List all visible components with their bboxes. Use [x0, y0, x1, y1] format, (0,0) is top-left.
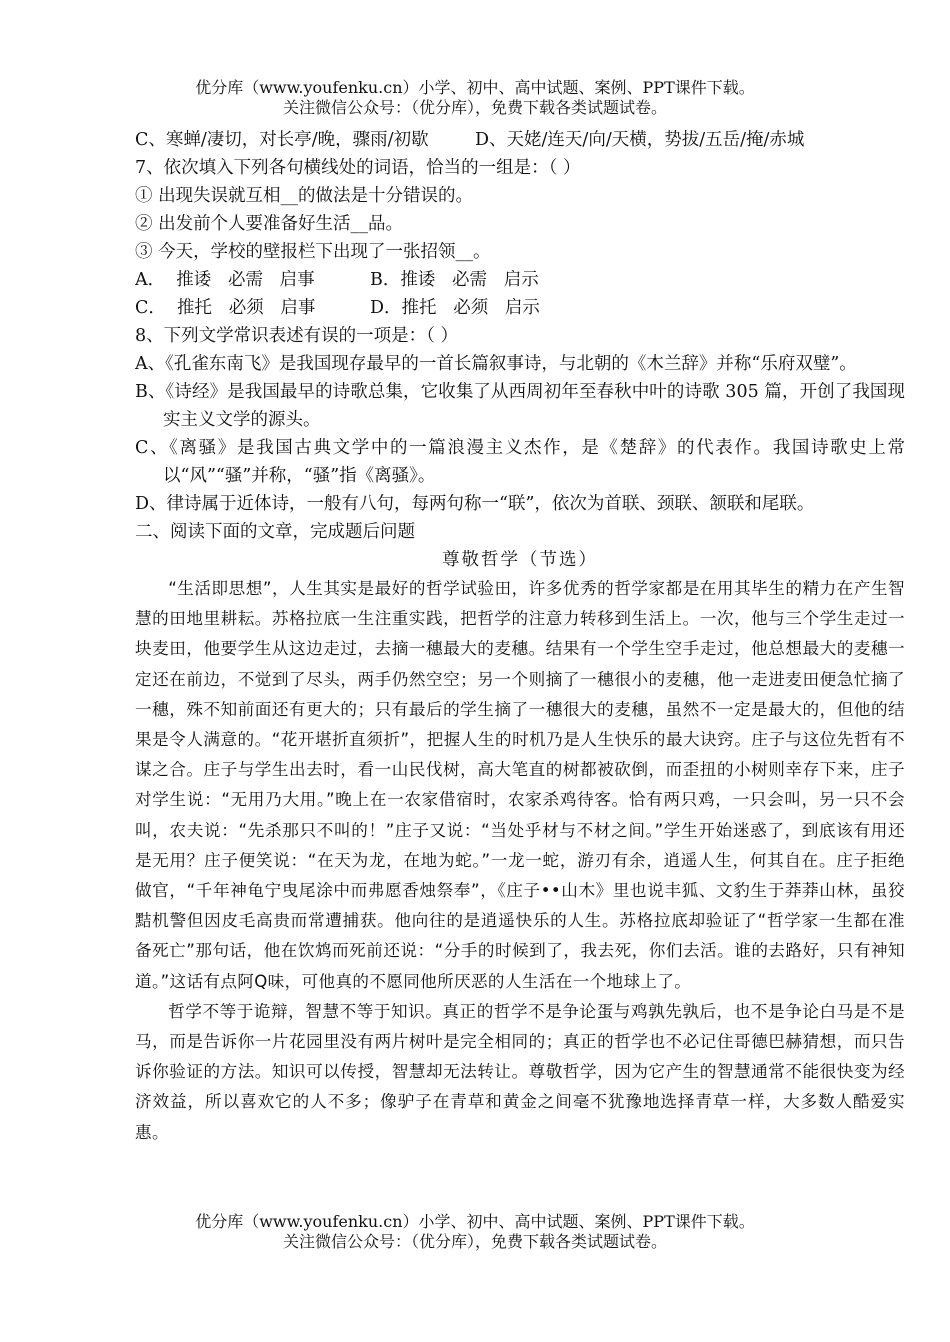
section-2-heading: 二、阅读下面的文章，完成题后问题 — [135, 522, 415, 542]
document-body — [135, 126, 905, 1148]
header-line-1: 优分库（www.youfenku.cn）小学、初中、高中试题、案例、PPT课件下载。 — [195, 78, 755, 97]
article-title: 尊敬哲学（节选） — [442, 550, 598, 570]
q7-sentence-2: ② 出发前个人要准备好生活__品。 — [135, 214, 404, 234]
page-footer — [0, 1212, 950, 1252]
q6-options-cd — [135, 126, 905, 154]
q7-option-b: B．推诿 必需 启示 — [370, 270, 539, 290]
q7-option-a: A． 推诿 必需 启事 — [135, 270, 315, 290]
q6-option-d: D、天姥/连天/向/天横，势拔/五岳/掩/赤城 — [475, 130, 805, 150]
q7-sentence-3: ③ 今天，学校的壁报栏下出现了一张招领__。 — [135, 242, 491, 262]
q8-option-c: C、《离骚》是我国古典文学中的一篇浪漫主义杰作，是《楚辞》的代表作。我国诗歌史上常以“风”“骚”并称，“骚”指《离骚》。 — [135, 438, 905, 486]
q8-option-a: A、《孔雀东南飞》是我国现存最早的一首长篇叙事诗，与北朝的《木兰辞》并称“乐府双璧”。 — [135, 354, 857, 374]
header-line-2: 关注微信公众号：（优分库），免费下载各类试题试卷。 — [282, 98, 667, 117]
q8-option-d: D、律诗属于近体诗，一般有八句，每两句称一“联”，依次为首联、颈联、颔联和尾联。 — [135, 494, 815, 514]
footer-line-2: 关注微信公众号：（优分库），免费下载各类试题试卷。 — [282, 1232, 667, 1251]
article-paragraph-2: 哲学不等于诡辩，智慧不等于知识。真正的哲学不是争论蛋与鸡孰先孰后，也不是争论白马是不是马，而是告诉你一片花园里没有两片树叶是完全相同的；真正的哲学也不必记住哥德巴赫猜想，而只告诉你验证的方法。知识可以传授，智慧却无法转让。尊敬哲学，因为它产生的智慧通常不能很快变为经济效益，所以喜欢它的人不多；像驴子在青草和黄金之间毫不犹豫地选择青草一样，大多数人酷爱实惠。 — [135, 1001, 905, 1142]
article-paragraph-1: “生活即思想”，人生其实是最好的哲学试验田，许多优秀的哲学家都是在用其毕生的精力在产生智慧的田地里耕耘。苏格拉底一生注重实践，把哲学的注意力转移到生活上。一次，他与三个学生走过一块麦田，他要学生从这边走过，去摘一穗最大的麦穗。结果有一个学生空手走过，他总想最大的麦穗一定还在前边，不觉到了尽头，两手仍然空空；另一个则摘了一穗很小的麦穗，他一走进麦田便急忙摘了一穗，殊不知前面还有更大的；只有最后的学生摘了一穗很大的麦穗，虽然不一定是最大的，但他的结果是令人满意的。“花开堪折直须折”，把握人生的时机乃是人生快乐的最大诀窍。庄子与这位先哲有不谋之合。庄子与学生出去时，看一山民伐树，高大笔直的树都被砍倒，而歪扭的小树则幸存下来，庄子对学生说：“无用乃大用。”晚上在一农家借宿时，农家杀鸡待客。恰有两只鸡，一只会叫，另一只不会叫，农夫说：“先杀那只不叫的！”庄子又说：“当处乎材与不材之间。”学生开始迷惑了，到底该有用还是无用？庄子便笑说：“在天为龙，在地为蛇。”一龙一蛇，游刃有余，逍遥人生，何其自在。庄子拒绝做官，“千年神龟宁曳尾涂中而弗愿香烛祭奉”，《庄子••山木》里也说丰狐、文豹生于莽莽山林，虽狡黠机警但因皮毛高贵而常遭捕获。他向往的是逍遥快乐的人生。苏格拉底却验证了“哲学家一生都在准备死亡”那句话，他在饮鸩而死前还说：“分手的时候到了，我去死，你们去活。谁的去路好，只有神知道。”这话有点阿Q味，可他真的不愿同他所厌恶的人生活在一个地球上了。 — [135, 579, 905, 991]
q7-option-c: C． 推托 必须 启事 — [135, 298, 316, 318]
q8-option-b: B、《诗经》是我国最早的诗歌总集，它收集了从西周初年至春秋中叶的诗歌 305 篇，开创了我国现实主义文学的源头。 — [135, 382, 905, 430]
q6-option-c: C、寒蝉/凄切，对长亭/晚，骤雨/初歇 — [135, 130, 429, 150]
page-header — [0, 78, 950, 118]
q7-options-cd — [135, 294, 905, 322]
q7-option-d: D．推托 必须 启示 — [370, 298, 540, 318]
q7-sentence-1: ① 出现失误就互相__的做法是十分错误的。 — [135, 186, 474, 206]
footer-line-1: 优分库（www.youfenku.cn）小学、初中、高中试题、案例、PPT课件下载。 — [195, 1212, 755, 1231]
q7-stem: 7、依次填入下列各句横线处的词语，恰当的一组是：（ ） — [135, 158, 581, 178]
q7-options-ab — [135, 266, 905, 294]
q8-stem: 8、下列文学常识表述有误的一项是：（ ） — [135, 326, 458, 346]
